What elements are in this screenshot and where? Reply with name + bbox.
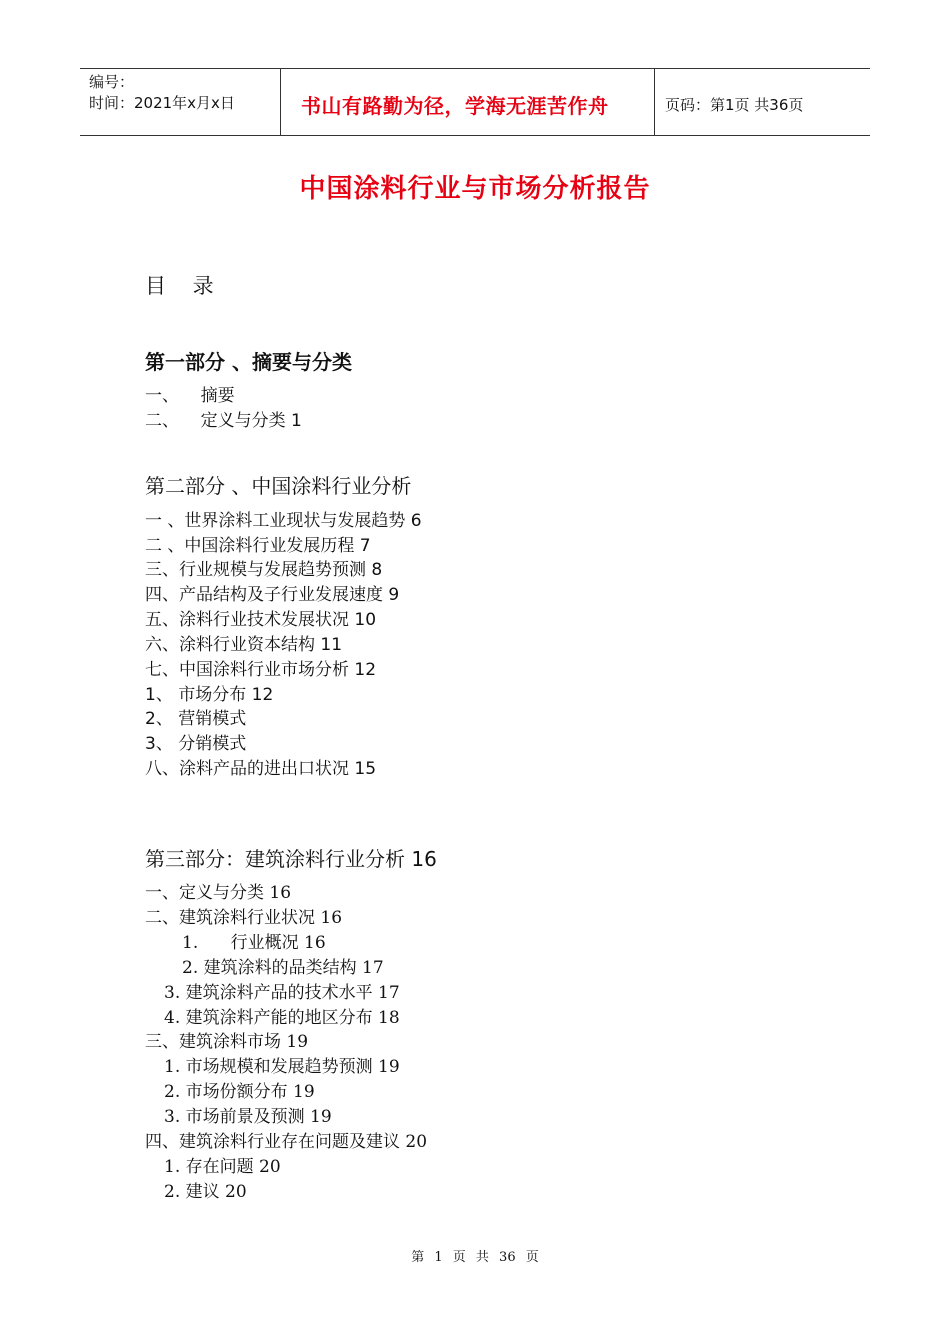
toc-entry: 2. 建筑涂料的品类结构 17	[182, 958, 384, 978]
page-footer: 第 1 页 共 36 页	[411, 1250, 539, 1265]
toc-entry: 一 、世界涂料工业现状与发展趋势 6	[145, 511, 422, 531]
toc-entry: 八、涂料产品的进出口状况 15	[145, 759, 377, 779]
toc-heading: 目 录	[145, 274, 224, 298]
toc-entry: 二、建筑涂料行业状况 16	[145, 908, 343, 928]
toc-entry: 三、建筑涂料市场 19	[145, 1032, 309, 1052]
toc-entry: 二 、中国涂料行业发展历程 7	[145, 536, 371, 556]
toc-entry: 1. 市场规模和发展趋势预测 19	[164, 1057, 400, 1077]
toc-entry: 4. 建筑涂料产能的地区分布 18	[164, 1008, 400, 1028]
toc-entry: 六、涂料行业资本结构 11	[145, 635, 343, 655]
time-label: 时间：2021年x月x日	[89, 94, 235, 112]
toc-entry: 二、 定义与分类 1	[145, 411, 302, 431]
toc-entry: 四、产品结构及子行业发展速度 9	[145, 585, 400, 605]
toc-entry: 1. 存在问题 20	[164, 1157, 281, 1177]
toc-entry: 2、 营销模式	[145, 709, 247, 729]
toc-entry: 2. 市场份额分布 19	[164, 1082, 315, 1102]
serial-label: 编号：	[89, 73, 135, 91]
toc-entry: 四、建筑涂料行业存在问题及建议 20	[145, 1132, 428, 1152]
toc-entry: 3、 分销模式	[145, 734, 247, 754]
header-page-cell	[655, 69, 870, 135]
toc-entry: 2. 建议 20	[164, 1182, 247, 1202]
document-title: 中国涂料行业与市场分析报告	[299, 174, 651, 204]
header-left-cell	[80, 69, 281, 135]
toc-entry: 七、中国涂料行业市场分析 12	[145, 660, 377, 680]
toc-entry: 3. 建筑涂料产品的技术水平 17	[164, 983, 400, 1003]
motto: 书山有路勤为径，学海无涯苦作舟	[301, 93, 609, 118]
toc-entry: 三、行业规模与发展趋势预测 8	[145, 560, 383, 580]
page-info: 页码：第1页 共36页	[665, 95, 804, 114]
header-motto-cell	[281, 69, 655, 135]
toc-entry: 一、定义与分类 16	[145, 883, 292, 903]
toc-entry: 3. 市场前景及预测 19	[164, 1107, 332, 1127]
toc-entry: 一、 摘要	[145, 386, 235, 406]
part1-title: 第一部分 、摘要与分类	[145, 350, 352, 374]
toc-entry: 1. 行业概况 16	[182, 933, 326, 953]
toc-entry: 1、 市场分布 12	[145, 685, 274, 705]
part3-title: 第三部分：建筑涂料行业分析 16	[145, 847, 437, 871]
header-table	[80, 68, 870, 136]
toc-entry: 五、涂料行业技术发展状况 10	[145, 610, 377, 630]
part2-title: 第二部分 、中国涂料行业分析	[145, 474, 412, 498]
